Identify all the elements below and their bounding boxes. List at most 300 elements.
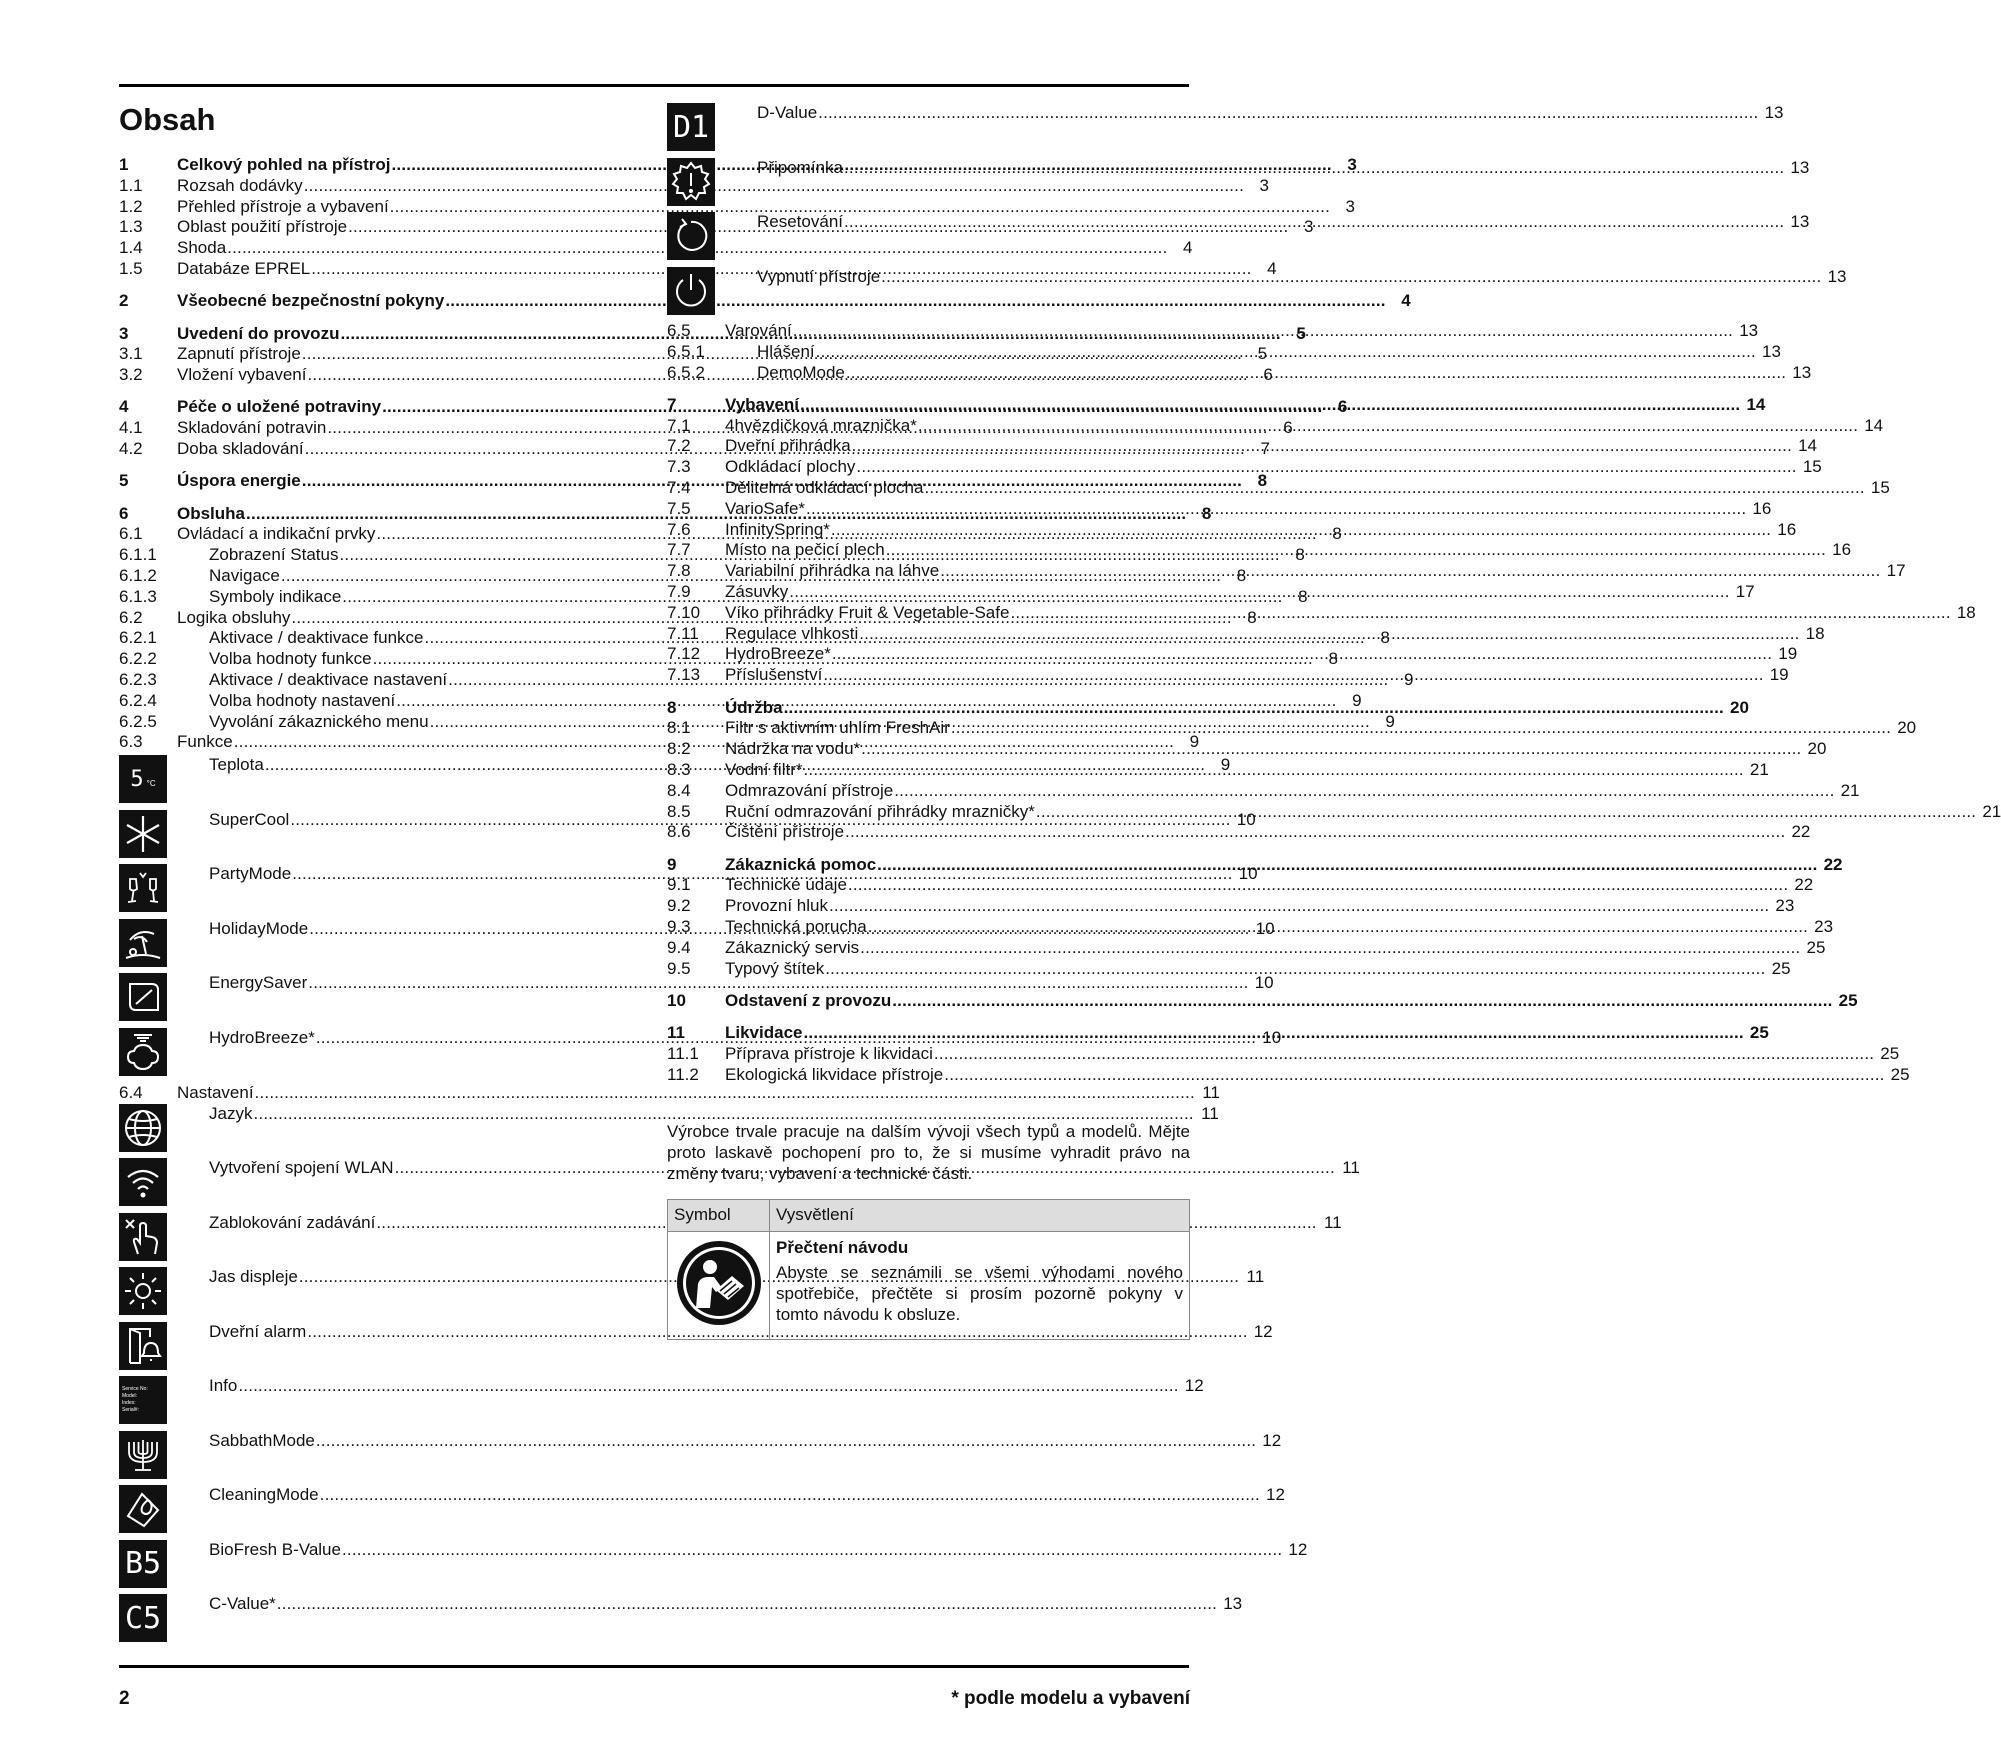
leader-dots — [784, 698, 1724, 719]
leader-dots — [844, 212, 1784, 233]
hydrobreeze-icon — [119, 1028, 167, 1076]
toc-entry-label: Volba hodnoty funkce — [209, 649, 372, 669]
reset-icon — [667, 212, 715, 260]
toc-entry-number: 1.1 — [119, 175, 143, 195]
toc-entry-label: Filtr s aktivním uhlím FreshAir — [725, 718, 950, 738]
toc-entry-page: 20 — [1807, 739, 1827, 759]
toc-entry[interactable] — [667, 697, 1749, 719]
toc-entry-number: 9 — [667, 854, 677, 874]
toc-entry-page: 8 — [1332, 524, 1342, 544]
toc-entry[interactable] — [667, 665, 1789, 686]
toc-entry-page: 20 — [1897, 718, 1917, 738]
toc-entry-label: PartyMode — [209, 864, 292, 883]
toc-entry-number: 8.6 — [667, 822, 691, 842]
toc-entry-label: Nádržka na vodu* — [725, 739, 861, 759]
toc-entry-page: 23 — [1814, 917, 1834, 937]
toc-entry-number: 7.3 — [667, 457, 691, 477]
toc-entry-number: 7.8 — [667, 561, 691, 581]
toc-entry-number: 7.9 — [667, 582, 691, 602]
toc-entry-label: Víko přihrádky Fruit & Vegetable-Safe — [725, 602, 1010, 622]
toc-entry-page: 3 — [1345, 196, 1355, 216]
toc-entry-page: 10 — [1262, 1027, 1282, 1047]
toc-icon-entry[interactable] — [119, 1485, 1285, 1540]
toc-entry-page: 17 — [1886, 561, 1906, 581]
toc-entry-label: Vodní filtr* — [725, 759, 803, 779]
toc-entry[interactable] — [667, 958, 1791, 980]
leader-dots — [238, 1376, 1178, 1397]
toc-entry-label: Technická porucha — [725, 917, 867, 937]
toc-entry-page: 12 — [1262, 1430, 1282, 1450]
leader-dots — [832, 644, 1772, 665]
toc-entry-label: Připomínka — [757, 157, 843, 177]
toc-entry-label: Oblast použití přístroje — [177, 217, 348, 237]
leader-dots — [818, 103, 1758, 124]
leader-dots — [844, 158, 1784, 179]
toc-entry-page: 25 — [1890, 1064, 1910, 1084]
toc-entry-number: 8.5 — [667, 801, 691, 821]
toc-entry-page: 22 — [1791, 822, 1811, 842]
toc-entry-label: Provozní hluk — [725, 896, 828, 916]
toc-entry-number: 6.1 — [119, 524, 143, 544]
toc-entry-page: 13 — [1792, 362, 1812, 382]
toc-entry-number: 7.5 — [667, 498, 691, 518]
toc-entry-label: 4hvězdičková mraznička* — [725, 415, 917, 435]
toc-entry-label: Symboly indikace — [209, 586, 342, 606]
toc-entry[interactable] — [757, 158, 1809, 179]
toc-entry-number: 6.1.2 — [119, 566, 157, 586]
biofresh-b-value-icon: B5 — [119, 1540, 167, 1588]
toc-entry-label: Odmrazování přístroje — [725, 780, 894, 800]
toc-icon-entry[interactable] — [119, 1539, 1308, 1595]
toc-entry[interactable] — [667, 623, 1825, 645]
toc-entry-label: C-Value* — [209, 1594, 276, 1614]
toc-entry-label: Aktivace / deaktivace nastavení — [209, 670, 448, 690]
toc-entry[interactable] — [667, 478, 1890, 499]
toc-icon-entry[interactable] — [119, 1321, 1273, 1377]
toc-entry-label: Dveřní alarm — [209, 1321, 307, 1341]
toc-entry-page: 4 — [1267, 258, 1277, 278]
toc-entry-page: 15 — [1870, 478, 1890, 498]
toc-entry-page: 5 — [1296, 323, 1306, 343]
sabbath-icon — [119, 1431, 167, 1479]
toc-entry-label: Funkce — [177, 732, 233, 752]
toc-entry-page: 8 — [1247, 607, 1257, 627]
toc-entry-label: CleaningMode — [209, 1485, 319, 1505]
toc-entry-page: 14 — [1798, 436, 1817, 456]
leader-dots — [892, 991, 1832, 1012]
toc-entry-number: 11.1 — [667, 1044, 699, 1063]
toc-entry-number: 6.2 — [119, 607, 143, 627]
toc-entry[interactable] — [667, 582, 1755, 603]
toc-entry-number: 6.1.3 — [119, 586, 157, 606]
toc-entry-label: DemoMode — [757, 362, 845, 382]
read-manual-icon — [676, 1311, 762, 1330]
toc-entry[interactable] — [209, 1485, 1285, 1506]
toc-icon-entry[interactable] — [667, 103, 1784, 158]
leader-dots — [894, 781, 1834, 802]
page-title: Obsah — [119, 102, 216, 137]
energysaver-icon — [119, 973, 167, 1021]
toc-entry-page: 6 — [1337, 397, 1348, 417]
toc-entry-page: 25 — [1880, 1044, 1900, 1063]
toc-entry-number: 6.2.1 — [119, 628, 157, 648]
toc-entry-number: 1.5 — [119, 258, 143, 278]
toc-entry-page: 21 — [1749, 759, 1769, 779]
toc-entry-page: 3 — [1303, 217, 1314, 237]
toc-entry-page: 9 — [1220, 755, 1231, 774]
toc-entry-number: 7.10 — [667, 602, 701, 622]
toc-entry-label: Info — [209, 1376, 238, 1396]
partymode-icon — [119, 864, 167, 912]
toc-entry-page: 8 — [1380, 628, 1390, 648]
toc-entry-page: 8 — [1201, 503, 1212, 523]
leader-dots — [316, 1431, 1256, 1452]
toc-entry-number: 7.12 — [667, 644, 701, 664]
toc-entry-number: 8.1 — [667, 718, 691, 738]
toc-entry[interactable] — [667, 561, 1906, 582]
toc-entry[interactable] — [667, 896, 1795, 917]
toc-entry-label: Resetování — [757, 212, 843, 231]
toc-entry-label: Příslušenství — [725, 665, 823, 685]
toc-entry-page: 14 — [1864, 415, 1884, 435]
toc-entry-label: Varování — [725, 321, 792, 340]
toc-entry-page: 21 — [1982, 801, 2001, 821]
toc-entry[interactable] — [757, 212, 1809, 233]
toc-entry-page: 18 — [1805, 623, 1825, 643]
toc-icon-entry[interactable] — [119, 1158, 1360, 1213]
language-globe-icon — [119, 1104, 167, 1152]
toc-entry-page: 4 — [1401, 291, 1411, 311]
supercool-icon — [119, 810, 167, 858]
toc-entry-label: HolidayMode — [209, 918, 309, 938]
input-lock-icon — [119, 1213, 167, 1261]
toc-entry-label: Dělitelná odkládací plocha — [725, 478, 924, 498]
leader-dots — [804, 1023, 1744, 1044]
toc-entry-page: 22 — [1794, 875, 1814, 895]
top-rule — [119, 84, 1189, 87]
leader-dots — [852, 436, 1792, 457]
toc-icon-entry[interactable] — [667, 212, 1810, 267]
d-value-icon: D1 — [667, 103, 715, 151]
bottom-rule — [119, 1665, 1189, 1668]
toc-entry-number: 11 — [667, 1023, 685, 1043]
toc-entry[interactable] — [667, 990, 1858, 1012]
toc-entry-page: 9 — [1352, 690, 1362, 710]
footer-note: * podle modelu a vybavení — [951, 1688, 1190, 1709]
toc-entry-number: 1.4 — [119, 238, 143, 258]
toc-entry-label: HydroBreeze* — [209, 1027, 315, 1047]
toc-entry-label: Ekologická likvidace přístroje — [725, 1064, 944, 1084]
toc-entry-label: Zákaznická pomoc — [725, 854, 877, 874]
toc-entry-number: 9.1 — [667, 875, 691, 895]
explanation-header: Vysvětlení — [770, 1200, 1190, 1232]
toc-entry-number: 1 — [119, 155, 129, 174]
toc-entry-number: 7.11 — [667, 623, 699, 643]
toc-entry-label: SuperCool — [209, 809, 290, 829]
toc-entry[interactable] — [209, 1431, 1281, 1452]
toc-entry-page: 13 — [1790, 212, 1810, 231]
toc-entry[interactable] — [667, 602, 1976, 624]
leader-dots — [886, 540, 1826, 561]
toc-entry[interactable] — [667, 1064, 1910, 1086]
toc-entry-page: 25 — [1749, 1023, 1769, 1043]
toc-entry[interactable] — [119, 238, 1193, 259]
toc-entry-number: 6.4 — [119, 1083, 143, 1102]
leader-dots — [845, 822, 1785, 843]
toc-entry-label: BioFresh B-Value — [209, 1539, 341, 1559]
toc-entry[interactable] — [667, 1044, 1900, 1065]
toc-entry[interactable] — [667, 875, 1814, 896]
toc-entry-number: 11.2 — [667, 1064, 699, 1084]
toc-entry-label: Zapnutí přístroje — [177, 344, 301, 364]
toc-entry[interactable] — [667, 457, 1822, 478]
toc-entry[interactable] — [119, 1083, 1220, 1104]
toc-entry-page: 10 — [1254, 973, 1274, 992]
toc-entry-page: 13 — [1762, 341, 1781, 361]
toc-entry-label: Teplota — [209, 755, 264, 774]
toc-entry-page: 25 — [1838, 990, 1858, 1010]
leader-dots — [848, 875, 1788, 896]
leader-dots — [1036, 802, 1976, 823]
toc-entry-label: Technické údaje — [725, 875, 847, 895]
toc-entry-number: 7.2 — [667, 436, 691, 456]
power-icon — [667, 267, 715, 315]
toc-entry[interactable] — [667, 498, 1772, 520]
toc-entry-label: VarioSafe* — [725, 498, 806, 518]
toc-entry-page: 13 — [1790, 157, 1810, 177]
toc-entry[interactable] — [667, 321, 1759, 342]
toc-entry[interactable] — [667, 436, 1817, 457]
toc-entry-number: 6.2.2 — [119, 649, 157, 669]
leader-dots — [829, 896, 1769, 917]
toc-entry-label: Ovládací a indikační prvky — [177, 524, 376, 544]
toc-entry-label: Péče o uložené potraviny — [177, 397, 382, 417]
toc-entry[interactable] — [667, 519, 1797, 541]
toc-entry-label: Obsluha — [177, 503, 246, 523]
leader-dots — [277, 1594, 1217, 1615]
toc-entry-number: 7.6 — [667, 519, 691, 539]
toc-entry-number: 6.2.5 — [119, 711, 157, 731]
toc-entry-label: Logika obsluhy — [177, 607, 291, 627]
toc-entry[interactable] — [667, 822, 1811, 843]
toc-entry-label: Ruční odmrazování přihrádky mrazničky* — [725, 801, 1035, 821]
toc-entry-label: Místo na pečicí plech — [725, 540, 885, 560]
toc-entry-label: InfinitySpring* — [725, 519, 830, 539]
toc-entry-label: Likvidace — [725, 1023, 803, 1043]
toc-entry-page: 8 — [1295, 545, 1305, 565]
toc-entry-page: 10 — [1236, 809, 1256, 829]
toc-entry-label: Vybavení — [725, 394, 800, 414]
toc-entry-number: 3.2 — [119, 365, 143, 385]
page-number: 2 — [119, 1688, 130, 1709]
toc-entry-label: Odkládací plochy — [725, 457, 856, 477]
leader-dots — [789, 582, 1729, 603]
toc-entry-label: Navigace — [209, 566, 280, 586]
leader-dots — [342, 1540, 1282, 1561]
toc-right-column — [667, 321, 2001, 1086]
toc-entry-page: 13 — [1223, 1594, 1243, 1614]
toc-entry-label: HydroBreeze* — [725, 644, 831, 664]
toc-icon-entry[interactable] — [119, 1594, 1243, 1649]
leader-dots — [846, 363, 1786, 384]
toc-entry-number: 8.4 — [667, 780, 691, 800]
toc-entry-page: 25 — [1806, 937, 1826, 957]
toc-entry-label: Variabilní přihrádka na láhve — [725, 561, 940, 581]
toc-entry-number: 7.1 — [667, 415, 691, 435]
toc-icon-entry[interactable] — [119, 1376, 1204, 1431]
toc-entry-label: Nastavení — [177, 1083, 254, 1102]
toc-entry-label: Aktivace / deaktivace funkce — [209, 628, 424, 648]
toc-entry-page: 9 — [1189, 732, 1200, 752]
toc-entry[interactable] — [667, 739, 1827, 760]
toc-entry-page: 12 — [1288, 1539, 1308, 1559]
leader-dots — [918, 416, 1858, 437]
toc-entry-number: 6.2.4 — [119, 690, 157, 710]
c-value-icon: C5 — [119, 1594, 167, 1642]
toc-entry-label: Skladování potravin — [177, 418, 327, 438]
symbol-table — [667, 1199, 1190, 1340]
toc-entry[interactable] — [209, 1594, 1242, 1615]
leader-dots — [793, 321, 1733, 342]
toc-entry-number: 8.2 — [667, 739, 691, 759]
toc-icon-entry[interactable] — [667, 157, 1810, 213]
holidaymode-icon — [119, 919, 167, 967]
toc-entry-number: 5 — [119, 471, 129, 491]
toc-entry-number: 7 — [667, 394, 677, 414]
wlan-icon — [119, 1158, 167, 1206]
toc-entry[interactable] — [667, 415, 1884, 437]
toc-entry-label: Celkový pohled na přístroj — [177, 155, 391, 174]
toc-entry-label: Shoda — [177, 238, 227, 258]
leader-dots — [825, 959, 1765, 980]
toc-entry[interactable] — [667, 394, 1766, 416]
toc-entry-page: 17 — [1735, 582, 1755, 602]
leader-dots — [881, 267, 1821, 288]
brightness-icon — [119, 1267, 167, 1315]
toc-entry-number: 9.2 — [667, 896, 691, 916]
toc-entry-page: 3 — [1347, 155, 1357, 174]
toc-entry-number: 9.5 — [667, 958, 691, 978]
toc-entry[interactable] — [667, 362, 1812, 384]
toc-entry-page: 16 — [1752, 498, 1772, 518]
toc-entry-number: 4 — [119, 397, 129, 417]
toc-entry-number: 7.4 — [667, 478, 691, 498]
toc-entry[interactable] — [667, 759, 1769, 781]
symbol-header: Symbol — [668, 1200, 770, 1232]
leader-dots — [940, 561, 1880, 582]
toc-entry-label: Zásuvky — [725, 582, 789, 602]
toc-entry-page: 4 — [1183, 238, 1193, 258]
toc-entry-number: 4.1 — [119, 418, 143, 438]
toc-entry-page: 9 — [1404, 670, 1414, 690]
toc-entry-label: Vytvoření spojení WLAN — [209, 1158, 394, 1178]
toc-entry-number: 6.5 — [667, 321, 691, 340]
toc-icon-entry[interactable] — [667, 266, 1847, 322]
toc-entry[interactable] — [119, 196, 1355, 218]
toc-entry-page: 8 — [1257, 471, 1268, 491]
toc-entry-label: Vložení vybavení — [177, 365, 307, 385]
symbol-row-title: Přečtení návodu — [776, 1238, 909, 1257]
toc-entry-page: 12 — [1184, 1376, 1204, 1396]
leader-dots — [806, 499, 1746, 520]
toc-entry-page: 8 — [1236, 566, 1247, 586]
toc-entry-number: 1.2 — [119, 196, 143, 216]
toc-entry-number: 6.5.1 — [667, 341, 705, 361]
info-icon: Service No: Model: Index: Serial#: — [119, 1376, 167, 1424]
toc-entry-number: 8.3 — [667, 759, 691, 779]
leader-dots — [944, 1065, 1884, 1086]
toc-entry-page: 20 — [1730, 697, 1749, 717]
toc-entry-page: 11 — [1246, 1267, 1265, 1287]
toc-entry[interactable] — [119, 175, 1270, 197]
leader-dots — [859, 624, 1799, 645]
toc-entry-label: Doba skladování — [177, 439, 304, 459]
toc-entry[interactable] — [667, 718, 1917, 739]
toc-entry-number: 7.13 — [667, 665, 701, 685]
leader-dots — [951, 718, 1891, 739]
toc-entry[interactable] — [757, 103, 1783, 124]
toc-entry[interactable] — [667, 341, 1781, 363]
leader-dots — [800, 395, 1740, 416]
toc-entry-page: 3 — [1259, 175, 1270, 195]
toc-entry-page: 5 — [1257, 344, 1268, 364]
toc-entry-label: Jazyk — [209, 1103, 253, 1123]
toc-entry[interactable] — [757, 267, 1846, 288]
cleaning-icon — [119, 1485, 167, 1533]
toc-entry-label: EnergySaver — [209, 973, 308, 992]
toc-entry-page: 15 — [1802, 457, 1822, 477]
toc-entry-number: 1.3 — [119, 217, 143, 237]
toc-entry-page: 19 — [1769, 665, 1789, 685]
toc-entry-number: 9.4 — [667, 937, 691, 957]
toc-entry[interactable] — [209, 1540, 1307, 1561]
toc-entry-page: 8 — [1328, 649, 1338, 669]
toc-entry-number: 8 — [667, 697, 677, 717]
toc-entry-number: 2 — [119, 291, 129, 311]
toc-entry-page: 8 — [1298, 586, 1308, 606]
toc-entry[interactable] — [667, 644, 1798, 665]
toc-entry-label: Jas displeje — [209, 1267, 298, 1287]
leader-dots — [255, 1083, 1195, 1104]
toc-entry-page: 19 — [1778, 644, 1798, 664]
toc-entry-label: Vyvolání zákaznického menu — [209, 711, 429, 731]
toc-entry-number: 4.2 — [119, 439, 143, 459]
toc-entry-page: 13 — [1739, 321, 1759, 340]
toc-entry[interactable] — [119, 291, 1411, 312]
toc-entry-label: Rozsah dodávky — [177, 175, 303, 195]
manufacturer-notice: Výrobce trvale pracuje na dalším vývoji všech typů a modelů. Mějte proto laskavě pochopení pro to, že si musíme vyhradit právo na změny tvaru, vybavení a technické části. — [667, 1122, 1190, 1183]
toc-entry-page: 9 — [1385, 711, 1395, 731]
toc-entry-label: Úspora energie — [177, 471, 301, 491]
toc-entry[interactable] — [667, 540, 1852, 561]
toc-entry-label: Uvedení do provozu — [177, 323, 340, 343]
leader-dots — [924, 478, 1864, 499]
toc-entry-label: Všeobecné bezpečnostní pokyny — [177, 291, 445, 311]
toc-entry-page: 11 — [1202, 1083, 1220, 1102]
toc-entry-page: 11 — [1201, 1103, 1219, 1123]
toc-entry[interactable] — [667, 780, 1860, 802]
toc-icon-entry[interactable] — [119, 1430, 1282, 1486]
toc-entry-number: 3 — [119, 323, 129, 343]
toc-entry-label: Vypnutí přístroje — [757, 266, 881, 286]
toc-entry[interactable] — [209, 1376, 1204, 1397]
toc-entry-page: 22 — [1823, 854, 1843, 874]
toc-entry-page: 13 — [1764, 103, 1784, 122]
toc-entry[interactable] — [667, 937, 1826, 959]
toc-entry-number: 6.1.1 — [119, 545, 157, 565]
toc-entry-label: Zákaznický servis — [725, 937, 860, 957]
toc-entry-label: Volba hodnoty nastavení — [209, 690, 396, 710]
